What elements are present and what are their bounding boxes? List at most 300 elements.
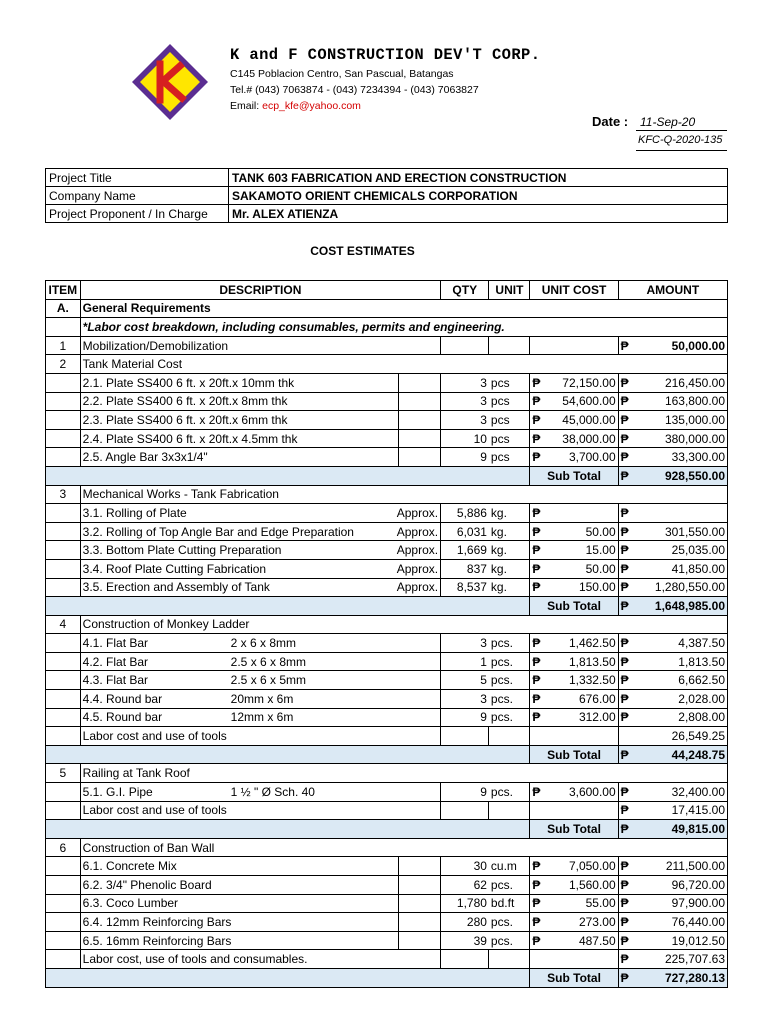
- subtotal-amount: 1,648,985.00: [633, 597, 728, 616]
- currency-symbol: ₱: [530, 522, 545, 541]
- group-row: [46, 615, 728, 634]
- header-description: DESCRIPTION: [80, 281, 440, 300]
- currency-symbol: ₱: [618, 913, 633, 932]
- item-number: [46, 913, 81, 932]
- currency-symbol: ₱: [618, 597, 633, 616]
- unit-cost: 45,000.00: [545, 411, 619, 430]
- description: 6.3. Coco Lumber: [80, 894, 398, 913]
- header-qty: QTY: [441, 281, 489, 300]
- unit-cost: 7,050.00: [545, 857, 619, 876]
- qty: 837: [441, 559, 489, 578]
- unit: kg.: [489, 522, 530, 541]
- item-number: [46, 429, 81, 448]
- unit-cost: 50.00: [545, 522, 619, 541]
- currency-symbol: ₱: [530, 504, 545, 523]
- unit: bd.ft: [489, 894, 530, 913]
- quote-underline: [636, 150, 727, 151]
- qty: 3: [441, 634, 489, 653]
- unit: [489, 727, 530, 746]
- currency-symbol: ₱: [618, 671, 633, 690]
- currency-symbol: ₱: [530, 411, 545, 430]
- table-row: [46, 857, 728, 876]
- description: Construction of Monkey Ladder: [80, 615, 727, 634]
- item-number: [46, 931, 81, 950]
- currency-symbol: ₱: [530, 373, 545, 392]
- description: [80, 708, 440, 727]
- amount: [633, 504, 728, 523]
- size-spec: 12mm x 6m: [230, 710, 294, 725]
- unit-cost: 487.50: [545, 931, 619, 950]
- currency-symbol: ₱: [618, 708, 633, 727]
- qty: 5,886: [441, 504, 489, 523]
- table-row: [46, 373, 728, 392]
- amount: 33,300.00: [633, 448, 728, 467]
- unit: kg.: [489, 504, 530, 523]
- amount: 211,500.00: [633, 857, 728, 876]
- group-row: [46, 355, 728, 374]
- table-row: [46, 634, 728, 653]
- currency-symbol: ₱: [618, 931, 633, 950]
- header-item: ITEM: [46, 281, 81, 300]
- line-description: 4.4. Round bar: [82, 691, 163, 706]
- line-description: 3.3. Bottom Plate Cutting Preparation: [82, 543, 282, 558]
- currency-symbol: ₱: [618, 559, 633, 578]
- currency-symbol: ₱: [530, 392, 545, 411]
- item-number: [46, 727, 81, 746]
- currency-symbol: ₱: [530, 783, 545, 802]
- amount: 4,387.50: [633, 634, 728, 653]
- item-number: 4: [46, 615, 81, 634]
- currency-symbol: ₱: [618, 820, 633, 839]
- item-number: [46, 578, 81, 597]
- company-email[interactable]: ecp_kfe@yahoo.com: [262, 100, 361, 112]
- table-row: [46, 541, 728, 560]
- unit-cost: 273.00: [545, 913, 619, 932]
- qty: 1: [441, 652, 489, 671]
- company-email-line: [230, 100, 540, 112]
- unit-cost: 1,462.50: [545, 634, 619, 653]
- currency-symbol: ₱: [530, 931, 545, 950]
- table-row: [46, 931, 728, 950]
- table-row: [46, 559, 728, 578]
- subtotal-row: [46, 968, 728, 987]
- description: [80, 783, 440, 802]
- line-description: 5.1. G.I. Pipe: [82, 784, 153, 799]
- amount: 2,808.00: [633, 708, 728, 727]
- info-row: [46, 169, 728, 187]
- qty: 39: [441, 931, 489, 950]
- table-row: [46, 411, 728, 430]
- unit: pcs.: [489, 931, 530, 950]
- currency-symbol: ₱: [530, 671, 545, 690]
- unit: [489, 801, 530, 820]
- currency-symbol: ₱: [530, 634, 545, 653]
- info-label: Company Name: [46, 187, 229, 205]
- unit: pcs.: [489, 652, 530, 671]
- unit-cost: 38,000.00: [545, 429, 619, 448]
- amount: 301,550.00: [633, 522, 728, 541]
- qty: [441, 801, 489, 820]
- size-spec: 20mm x 6m: [230, 691, 294, 706]
- unit: [489, 336, 530, 355]
- item-number: 5: [46, 764, 81, 783]
- unit: pcs.: [489, 876, 530, 895]
- table-row: [46, 578, 728, 597]
- amount: 135,000.00: [633, 411, 728, 430]
- description: 2.1. Plate SS400 6 ft. x 20ft.x 10mm thk: [80, 373, 398, 392]
- item-number: [46, 373, 81, 392]
- item-number: 3: [46, 485, 81, 504]
- unit-cost: 55.00: [545, 894, 619, 913]
- description: [80, 559, 440, 578]
- item-number: [46, 783, 81, 802]
- unit-cost: [545, 504, 619, 523]
- currency-symbol: ₱: [530, 690, 545, 709]
- item-number: [46, 522, 81, 541]
- unit: pcs.: [489, 708, 530, 727]
- info-value: SAKAMOTO ORIENT CHEMICALS CORPORATION: [229, 187, 728, 205]
- currency-symbol: ₱: [618, 336, 633, 355]
- header-unit: UNIT: [489, 281, 530, 300]
- unit: pcs.: [489, 913, 530, 932]
- info-row: [46, 205, 728, 223]
- approx-label: Approx.: [396, 543, 439, 558]
- company-tel: Tel.# (043) 7063874 - (043) 7234394 - (043) 7063827: [230, 84, 479, 96]
- amount: 163,800.00: [633, 392, 728, 411]
- currency-symbol: ₱: [618, 950, 633, 969]
- amount: 50,000.00: [633, 336, 728, 355]
- qty: 8,537: [441, 578, 489, 597]
- table-row: [46, 504, 728, 523]
- section-title: COST ESTIMATES: [310, 244, 415, 258]
- item-number: [46, 504, 81, 523]
- unit-cost: 150.00: [545, 578, 619, 597]
- unit-cost: [530, 950, 618, 969]
- amount: 17,415.00: [633, 801, 728, 820]
- table-header-row: [46, 281, 728, 300]
- description: [80, 578, 440, 597]
- info-label: Project Proponent / In Charge: [46, 205, 229, 223]
- qty: [441, 950, 489, 969]
- cost-estimates-table: [45, 280, 728, 988]
- amount: 225,707.63: [633, 950, 728, 969]
- item-number: [46, 448, 81, 467]
- unit: pcs: [489, 411, 530, 430]
- company-name: K and F CONSTRUCTION DEV'T CORP.: [230, 46, 541, 64]
- amount: 41,850.00: [633, 559, 728, 578]
- currency-symbol: ₱: [618, 411, 633, 430]
- currency-symbol: ₱: [530, 708, 545, 727]
- description: [80, 671, 440, 690]
- qty: 30: [441, 857, 489, 876]
- labor-row: [46, 801, 728, 820]
- approx-label: Approx.: [396, 580, 439, 595]
- unit: pcs: [489, 448, 530, 467]
- currency-symbol: ₱: [618, 373, 633, 392]
- table-row: [46, 392, 728, 411]
- description: 2.4. Plate SS400 6 ft. x 20ft.x 4.5mm thk: [80, 429, 398, 448]
- unit-cost: 1,813.50: [545, 652, 619, 671]
- line-description: 3.4. Roof Plate Cutting Fabrication: [82, 561, 267, 576]
- currency-symbol: ₱: [618, 894, 633, 913]
- section-row: [46, 299, 728, 318]
- item-number: [46, 671, 81, 690]
- table-row: [46, 690, 728, 709]
- unit-cost: 3,600.00: [545, 783, 619, 802]
- currency-symbol: ₱: [618, 504, 633, 523]
- amount: 2,028.00: [633, 690, 728, 709]
- unit: pcs: [489, 392, 530, 411]
- description: [80, 504, 440, 523]
- table-row: [46, 783, 728, 802]
- qty: 6,031: [441, 522, 489, 541]
- line-description: 4.1. Flat Bar: [82, 636, 149, 651]
- description: 2.2. Plate SS400 6 ft. x 20ft.x 8mm thk: [80, 392, 398, 411]
- item-number: [46, 392, 81, 411]
- unit: kg.: [489, 578, 530, 597]
- currency-symbol: ₱: [618, 541, 633, 560]
- unit: pcs.: [489, 783, 530, 802]
- approx-label: Approx.: [396, 505, 439, 520]
- description: Mechanical Works - Tank Fabrication: [80, 485, 727, 504]
- size-spec: 2 x 6 x 8mm: [230, 636, 297, 651]
- item-number: [46, 634, 81, 653]
- currency-symbol: ₱: [530, 652, 545, 671]
- item-number: [46, 801, 81, 820]
- currency-symbol: ₱: [530, 876, 545, 895]
- subtotal-spacer: [46, 745, 530, 764]
- unit: pcs.: [489, 690, 530, 709]
- company-header: [230, 46, 540, 112]
- blank: [399, 411, 441, 430]
- table-row: [46, 448, 728, 467]
- description: 2.3. Plate SS400 6 ft. x 20ft.x 6mm thk: [80, 411, 398, 430]
- qty: 3: [441, 690, 489, 709]
- description: Construction of Ban Wall: [80, 838, 727, 857]
- unit: kg.: [489, 559, 530, 578]
- currency-symbol: ₱: [618, 522, 633, 541]
- blank: [399, 931, 441, 950]
- currency-symbol: ₱: [618, 634, 633, 653]
- amount: 96,720.00: [633, 876, 728, 895]
- blank: [399, 913, 441, 932]
- qty: 62: [441, 876, 489, 895]
- item-number: A.: [46, 299, 81, 318]
- subtotal-amount: 44,248.75: [633, 745, 728, 764]
- blank: [399, 429, 441, 448]
- table-row: [46, 894, 728, 913]
- unit-cost: 312.00: [545, 708, 619, 727]
- description: [80, 541, 440, 560]
- approx-label: Approx.: [396, 561, 439, 576]
- size-spec: 2.5 x 6 x 8mm: [230, 654, 307, 669]
- description: Labor cost and use of tools: [80, 727, 440, 746]
- item-number: [46, 690, 81, 709]
- amount: 32,400.00: [633, 783, 728, 802]
- description: 6.1. Concrete Mix: [80, 857, 398, 876]
- unit-cost: 1,560.00: [545, 876, 619, 895]
- qty: [441, 336, 489, 355]
- size-spec: 2.5 x 6 x 5mm: [230, 673, 307, 688]
- qty: 5: [441, 671, 489, 690]
- subtotal-label: Sub Total: [530, 745, 618, 764]
- unit-cost: 54,600.00: [545, 392, 619, 411]
- unit: kg.: [489, 541, 530, 560]
- description: Railing at Tank Roof: [80, 764, 727, 783]
- group-row: [46, 764, 728, 783]
- item-number: [46, 652, 81, 671]
- amount: 76,440.00: [633, 913, 728, 932]
- subtotal-spacer: [46, 968, 530, 987]
- header-unit-cost: UNIT COST: [530, 281, 618, 300]
- qty: 280: [441, 913, 489, 932]
- table-row: [46, 913, 728, 932]
- blank: [399, 857, 441, 876]
- item-number: [46, 708, 81, 727]
- table-row: [46, 429, 728, 448]
- qty: 3: [441, 411, 489, 430]
- date-value: 11-Sep-20: [640, 115, 696, 129]
- item-number: [46, 950, 81, 969]
- unit: pcs: [489, 373, 530, 392]
- qty: 1,669: [441, 541, 489, 560]
- amount: 25,035.00: [633, 541, 728, 560]
- subtotal-row: [46, 820, 728, 839]
- qty: 1,780: [441, 894, 489, 913]
- line-description: 4.3. Flat Bar: [82, 673, 149, 688]
- amount: 1,813.50: [633, 652, 728, 671]
- amount: 19,012.50: [633, 931, 728, 950]
- description: 6.5. 16mm Reinforcing Bars: [80, 931, 398, 950]
- subtotal-row: [46, 745, 728, 764]
- item-number: 6: [46, 838, 81, 857]
- subtotal-amount: 727,280.13: [633, 968, 728, 987]
- item-number: 2: [46, 355, 81, 374]
- unit: [489, 950, 530, 969]
- note-row: [46, 318, 728, 337]
- blank: [399, 448, 441, 467]
- header-amount: AMOUNT: [618, 281, 727, 300]
- subtotal-amount: 49,815.00: [633, 820, 728, 839]
- info-label: Project Title: [46, 169, 229, 187]
- subtotal-label: Sub Total: [530, 466, 618, 485]
- subtotal-row: [46, 466, 728, 485]
- unit: pcs.: [489, 634, 530, 653]
- currency-symbol: ₱: [530, 559, 545, 578]
- date-label: Date :: [592, 114, 629, 129]
- description: 6.4. 12mm Reinforcing Bars: [80, 913, 398, 932]
- item-number: [46, 559, 81, 578]
- currency-symbol: ₱: [530, 429, 545, 448]
- qty: 3: [441, 392, 489, 411]
- currency-symbol: ₱: [618, 392, 633, 411]
- line-description: 3.2. Rolling of Top Angle Bar and Edge Preparation: [82, 524, 354, 539]
- group-row: [46, 485, 728, 504]
- qty: [441, 727, 489, 746]
- qty: 3: [441, 373, 489, 392]
- unit-cost: 15.00: [545, 541, 619, 560]
- line-description: 4.5. Round bar: [82, 710, 163, 725]
- subtotal-row: [46, 597, 728, 616]
- description: 2.5. Angle Bar 3x3x1/4": [80, 448, 398, 467]
- unit-cost: 72,150.00: [545, 373, 619, 392]
- unit-cost: 50.00: [545, 559, 619, 578]
- currency-symbol: ₱: [530, 578, 545, 597]
- info-value: TANK 603 FABRICATION AND ERECTION CONSTRUCTION: [229, 169, 728, 187]
- subtotal-label: Sub Total: [530, 597, 618, 616]
- table-row: [46, 671, 728, 690]
- description: Tank Material Cost: [80, 355, 727, 374]
- amount: 380,000.00: [633, 429, 728, 448]
- description: Labor cost and use of tools: [80, 801, 440, 820]
- labor-row: [46, 727, 728, 746]
- labor-row: [46, 950, 728, 969]
- company-address: C145 Poblacion Centro, San Pascual, Batangas: [230, 68, 454, 80]
- table-row: [46, 522, 728, 541]
- company-logo: [130, 42, 210, 122]
- currency-symbol: ₱: [618, 448, 633, 467]
- item-number: 1: [46, 336, 81, 355]
- line-description: 4.2. Flat Bar: [82, 654, 149, 669]
- qty: 10: [441, 429, 489, 448]
- currency-symbol: ₱: [618, 652, 633, 671]
- item-number: [46, 876, 81, 895]
- currency-symbol: ₱: [530, 541, 545, 560]
- description: [80, 652, 440, 671]
- project-info-table: [45, 168, 728, 223]
- currency-symbol: ₱: [618, 801, 633, 820]
- line-description: 3.1. Rolling of Plate: [82, 505, 187, 520]
- blank: [399, 392, 441, 411]
- description: [80, 634, 440, 653]
- table-row: [46, 652, 728, 671]
- date-underline: [636, 130, 727, 131]
- item-number: [46, 318, 81, 337]
- quote-number: KFC-Q-2020-135: [638, 134, 723, 146]
- note-text: *Labor cost breakdown, including consumables, permits and engineering.: [80, 318, 727, 337]
- subtotal-spacer: [46, 820, 530, 839]
- currency-symbol: ₱: [618, 578, 633, 597]
- unit: pcs.: [489, 671, 530, 690]
- qty: 9: [441, 448, 489, 467]
- unit-cost: [530, 801, 618, 820]
- info-value: Mr. ALEX ATIENZA: [229, 205, 728, 223]
- amount: 6,662.50: [633, 671, 728, 690]
- currency-symbol: ₱: [618, 968, 633, 987]
- amount: 26,549.25: [618, 727, 727, 746]
- item-number: [46, 857, 81, 876]
- currency-symbol: ₱: [618, 429, 633, 448]
- subtotal-label: Sub Total: [530, 968, 618, 987]
- blank: [399, 876, 441, 895]
- qty: 9: [441, 783, 489, 802]
- amount: 216,450.00: [633, 373, 728, 392]
- approx-label: Approx.: [396, 524, 439, 539]
- unit-cost: 676.00: [545, 690, 619, 709]
- blank: [399, 894, 441, 913]
- unit-cost: 3,700.00: [545, 448, 619, 467]
- section-heading: General Requirements: [80, 299, 727, 318]
- description: Mobilization/Demobilization: [80, 336, 440, 355]
- currency-symbol: ₱: [530, 913, 545, 932]
- currency-symbol: ₱: [618, 690, 633, 709]
- unit-cost: [530, 336, 618, 355]
- amount: 97,900.00: [633, 894, 728, 913]
- unit-cost: 1,332.50: [545, 671, 619, 690]
- table-row: [46, 876, 728, 895]
- currency-symbol: ₱: [530, 448, 545, 467]
- group-row: [46, 336, 728, 355]
